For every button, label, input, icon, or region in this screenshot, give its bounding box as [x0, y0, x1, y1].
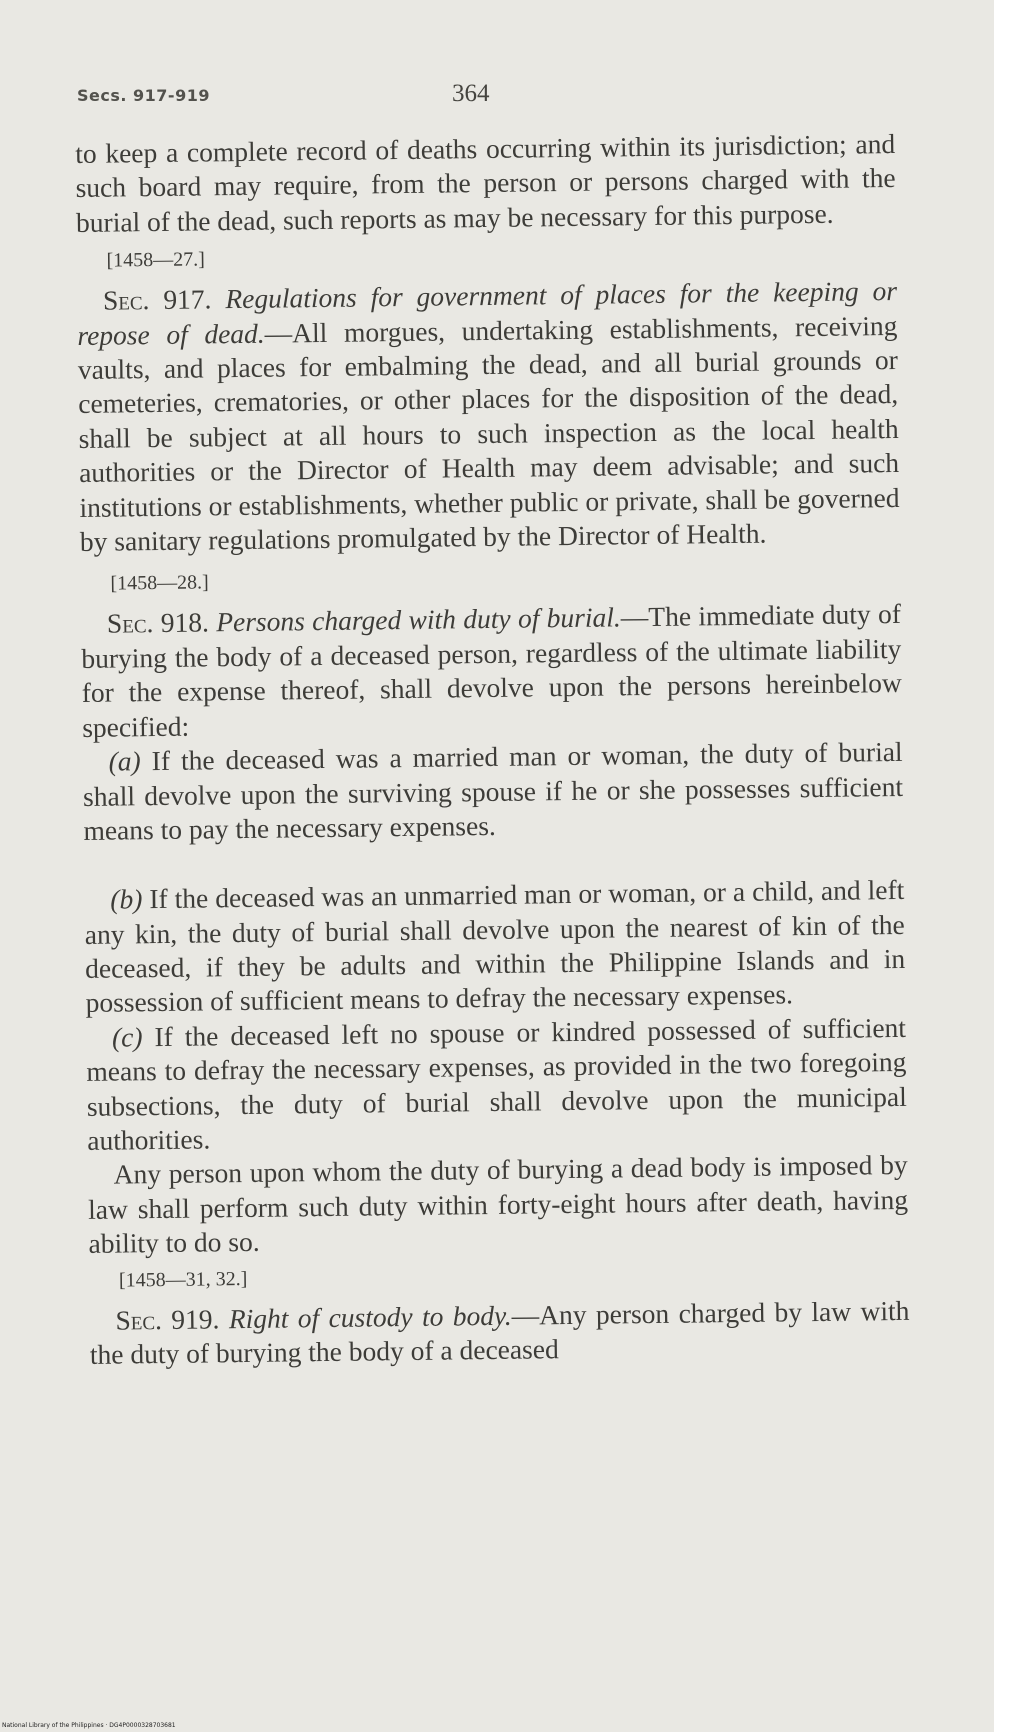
- section-917: [77, 274, 900, 559]
- subsection-b-text: If the deceased was an unmarried man or woman, or a child, and left any kin, the duty of burial shall devolve upon the nearest of kin of the deceased, if they be adults and within the Philippine Islands and in possession of sufficient means to defray the necessary expenses.: [84, 874, 906, 1019]
- scan-source-footer: National Library of the Philippines · DG4P0000328703681: [2, 1722, 176, 1729]
- citation-1458-28: [1458—28.]: [110, 571, 209, 596]
- section-919-text: —Any person charged by law with the duty of burying the body of a deceased: [89, 1294, 910, 1370]
- section-919: [89, 1293, 910, 1372]
- scan-margin: [994, 0, 1026, 1732]
- section-range: Secs. 917-919: [77, 86, 210, 105]
- forty-eight-hours-paragraph: Any person upon whom the duty of burying a dead body is imposed by law shall perform such duty within forty-eight hours after death, having ability to do so.: [87, 1149, 909, 1260]
- page-header: [0, 82, 994, 122]
- citation-1458-27: [1458—27.]: [106, 248, 205, 272]
- subsection-b: [84, 873, 906, 1021]
- section-917-label: Sec. 917.: [102, 283, 212, 316]
- page-number: 364: [452, 80, 490, 107]
- continued-paragraph: to keep a complete record of deaths occurring within its jurisdiction; and such board may require, from the person or persons charged with the burial of the dead, such reports as may be necessary for this purpose.: [75, 127, 896, 238]
- section-917-title: Regulations for government of places for the keeping or repose of dead.: [77, 275, 898, 351]
- page-body: [75, 127, 910, 1372]
- section-918: [81, 597, 903, 745]
- citation-1458-31-32: [1458—31, 32.]: [118, 1267, 248, 1292]
- subsection-a-label: (a): [108, 745, 141, 777]
- section-918-text: —The immediate duty of burying the body of a deceased person, regardless of the ultimate liability for the expense thereof, shall devolve upon the persons hereinbelow specified:: [81, 598, 902, 743]
- subsection-c-label: (c): [111, 1020, 143, 1053]
- section-918-title: Persons charged with duty of burial.: [216, 601, 621, 638]
- section-917-text: —All morgues, undertaking establishments, receiving vaults, and places for embalming the dead, and all burial grounds or cemeteries, crematories, or other places for the disposition of the dead, shall be subject at all hours to such inspection as the local health authorities or the Director of Health may deem advisable; and such institutions or establishments, whether public or private, shall be governed by sanitary regulations promulgated by the Director of Health.: [77, 309, 900, 558]
- section-919-label: Sec. 919.: [115, 1302, 220, 1336]
- subsection-a-text: If the deceased was a married man or woman, the duty of burial shall devolve upon the surviving spouse if he or she possesses sufficient means to pay the necessary expenses.: [82, 736, 904, 846]
- section-919-title: Right of custody to body.: [228, 1299, 512, 1334]
- subsection-c-text: If the deceased left no spouse or kindred possessed of sufficient means to defray the necessary expenses, as provided in the two foregoing subsections, the duty of burial shall devolve upon the municipal authorities.: [86, 1011, 907, 1156]
- section-918-label: Sec. 918.: [106, 606, 210, 640]
- subsection-b-label: (b): [110, 883, 143, 915]
- subsection-a: [82, 735, 904, 883]
- subsection-c: [86, 1011, 908, 1159]
